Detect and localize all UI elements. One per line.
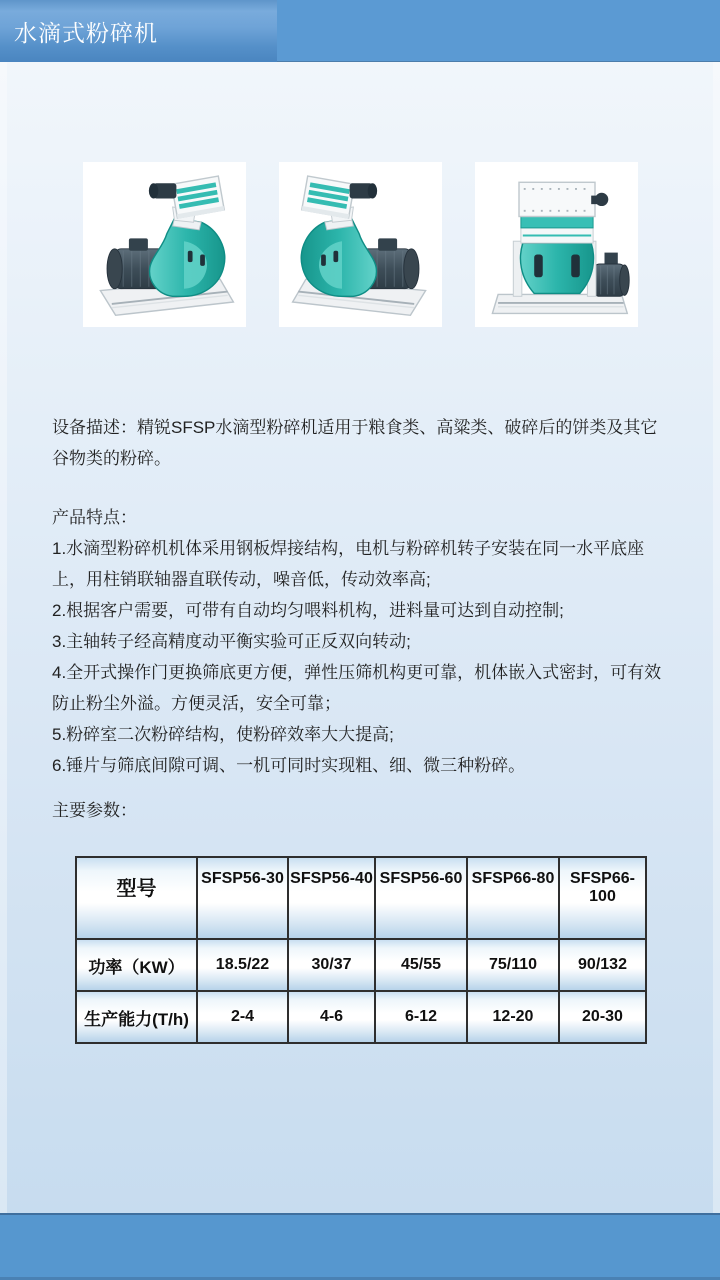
table-header-sfsp66-100: SFSP66-100: [559, 857, 646, 939]
feature-item-5: 5.粉碎室二次粉碎结构，使粉碎效率大大提高;: [52, 725, 394, 744]
table-header-model: 型号: [76, 857, 197, 939]
product-image-card-3: [475, 162, 638, 327]
product-image-card-1: [83, 162, 246, 327]
power-value-3: 45/55: [375, 939, 467, 991]
water-drop-crusher-side-right-icon: [285, 169, 437, 321]
parameters-heading: 主要参数：: [52, 801, 137, 820]
power-value-1: 18.5/22: [197, 939, 288, 991]
page-title: 水滴式粉碎机: [14, 19, 158, 46]
table-header-row: [76, 857, 646, 939]
capacity-row-label: 生产能力(T/h): [76, 991, 197, 1043]
table-header-sfsp56-60: SFSP56-60: [375, 857, 467, 939]
page-header: [0, 0, 720, 62]
capacity-value-2: 4-6: [288, 991, 375, 1043]
feature-item-3: 3.主轴转子经高精度动平衡实验可正反双向转动;: [52, 632, 411, 651]
table-header-sfsp56-40: SFSP56-40: [288, 857, 375, 939]
capacity-value-3: 6-12: [375, 991, 467, 1043]
features-section: [52, 502, 672, 781]
water-drop-crusher-side-left-icon: [89, 169, 241, 321]
product-image-card-2: [279, 162, 442, 327]
power-value-2: 30/37: [288, 939, 375, 991]
power-row-label: 功率（KW）: [76, 939, 197, 991]
feature-item-1: 1.水滴型粉碎机机体采用钢板焊接结构，电机与粉碎机转子安装在同一水平底座上，用柱销联轴器直联传动，噪音低，传动效率高;: [52, 539, 645, 589]
feature-item-6: 6.锤片与筛底间隙可调、一机可同时实现粗、细、微三种粉碎。: [52, 756, 526, 775]
parameters-table: [75, 856, 647, 1044]
header-title-tab: [0, 0, 277, 62]
table-header-sfsp56-30: SFSP56-30: [197, 857, 288, 939]
table-row-capacity: [76, 991, 646, 1043]
page-footer: [0, 1213, 720, 1280]
power-value-4: 75/110: [467, 939, 559, 991]
capacity-value-4: 12-20: [467, 991, 559, 1043]
table-header-sfsp66-80: SFSP66-80: [467, 857, 559, 939]
feature-item-4: 4.全开式操作门更换筛底更方便，弹性压筛机构更可靠，机体嵌入式密封，可有效防止粉尘外溢。方便灵活，安全可靠；: [52, 663, 662, 713]
device-description: 设备描述：精锐SFSP水滴型粉碎机适用于粮食类、高粱类、破碎后的饼类及其它谷物类的粉碎。: [52, 418, 658, 468]
content-area: [0, 62, 720, 1213]
feature-item-2: 2.根据客户需要，可带有自动均匀喂料机构，进料量可达到自动控制;: [52, 601, 564, 620]
power-value-5: 90/132: [559, 939, 646, 991]
capacity-value-5: 20-30: [559, 991, 646, 1043]
table-row-power: [76, 939, 646, 991]
product-image-gallery: [0, 62, 720, 327]
water-drop-crusher-front-icon: [481, 169, 633, 321]
features-heading: 产品特点：: [52, 508, 137, 527]
capacity-value-1: 2-4: [197, 991, 288, 1043]
